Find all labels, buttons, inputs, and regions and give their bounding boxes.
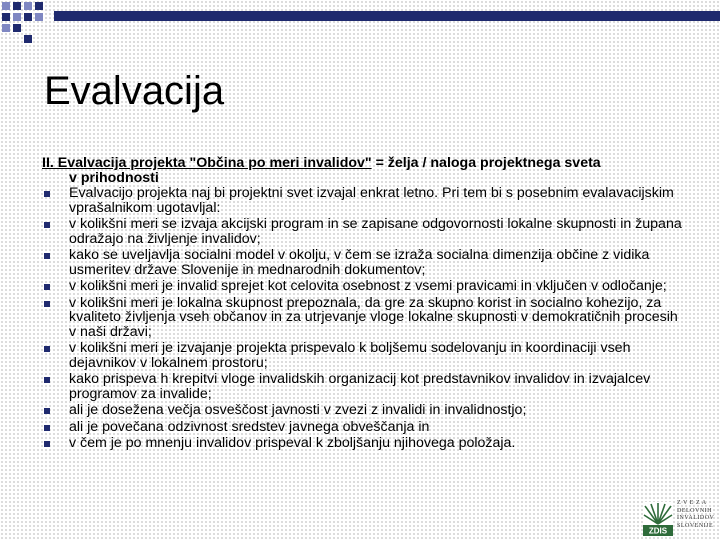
list-item	[42, 248, 682, 277]
logo-line: SLOVENIJE	[677, 522, 714, 529]
header-bar	[54, 11, 720, 21]
logo-line: INVALIDOV	[677, 515, 715, 521]
decor-square	[24, 2, 32, 10]
bullet-icon	[44, 425, 50, 431]
list-item	[42, 403, 682, 418]
list-item	[42, 420, 682, 435]
decor-square	[13, 24, 21, 32]
list-item	[42, 186, 682, 215]
decor-square	[24, 35, 32, 43]
bullet-icon	[44, 191, 50, 197]
slide-content	[42, 156, 682, 453]
decor-square	[2, 24, 10, 32]
logo-line: DELOVNIH	[677, 507, 712, 514]
list-item	[42, 279, 682, 294]
heading-underlined: II. Evalvacija projekta "Občina po meri invalidov"	[42, 155, 372, 171]
list-item-text: kako prispeva h krepitvi vloge invalidskih organizacij kot predstavnikov invalidov in izvajalcev programov za invalide;	[69, 371, 651, 402]
decor-square	[13, 13, 21, 21]
bullet-icon	[44, 441, 50, 447]
bullet-icon	[44, 284, 50, 290]
slide-title: Evalvacija	[44, 69, 225, 113]
bullet-icon	[44, 253, 50, 259]
list-item-text: v kolikšni meri je lokalna skupnost prepoznala, da gre za skupno korist in socialno kohezijo, za kvaliteto življenja vseh občanov in za utrjevanje vloge lokalne skupnosti v demokratičnih procesih v naši državi;	[69, 294, 678, 340]
bullet-icon	[44, 301, 50, 307]
bullet-icon	[44, 408, 50, 414]
bullet-icon	[44, 377, 50, 383]
list-item	[42, 436, 682, 451]
logo-text	[677, 500, 714, 530]
decor-square	[2, 13, 10, 21]
list-item	[42, 372, 682, 401]
list-item-text: v kolikšni meri se izvaja akcijski program in se zapisane odgovornosti lokalne skupnosti in župana odražajo na življenje invalidov;	[69, 216, 682, 247]
corner-decoration	[0, 0, 720, 40]
heading-continuation: v prihodnosti	[69, 169, 159, 186]
section-heading	[42, 156, 682, 185]
zdis-logo	[640, 498, 720, 540]
zdis-logo-mark-icon	[643, 502, 673, 536]
list-item	[42, 217, 682, 246]
list-item-text: v čem je po mnenju invalidov prispeval k zboljšanju njihovega položaja.	[69, 435, 516, 451]
bullet-icon	[44, 346, 50, 352]
list-item-text: kako se uveljavlja socialni model v okolju, v čem se izraža socialna dimenzija občine z vidika usmeritev države Slovenije in mednarodnih dokumentov;	[69, 247, 650, 278]
decor-square	[24, 13, 32, 21]
logo-line: Z V E Z A	[677, 500, 707, 506]
list-item-text: ali je dosežena večja osveščost javnosti v zvezi z invalidi in invalidnostjo;	[69, 402, 527, 418]
logo-mark-text: ZDIS	[648, 526, 668, 536]
decor-square	[35, 13, 43, 21]
list-item	[42, 296, 682, 340]
bullet-list	[42, 186, 682, 451]
decor-square	[2, 2, 10, 10]
heading-rest: = želja / naloga projektnega sveta	[371, 155, 601, 171]
list-item-text: Evalvacijo projekta naj bi projektni svet izvajal enkrat letno. Pri tem bi s posebnim evalavacijskim vprašalnikom ugotavljal:	[69, 185, 674, 216]
list-item	[42, 341, 682, 370]
list-item-text: v kolikšni meri je izvajanje projekta prispevalo k boljšemu sodelovanju in koordinaciji vseh dejavnikov v lokalnem prostoru;	[69, 340, 631, 371]
decor-square	[13, 2, 21, 10]
decor-square	[35, 2, 43, 10]
list-item-text: ali je povečana odzivnost sredstev javnega obveščanja in	[69, 418, 430, 435]
bullet-icon	[44, 222, 50, 228]
list-item-text: v kolikšni meri je invalid sprejet kot celovita osebnost z vsemi pravicami in vključen v odločanje;	[69, 278, 667, 294]
